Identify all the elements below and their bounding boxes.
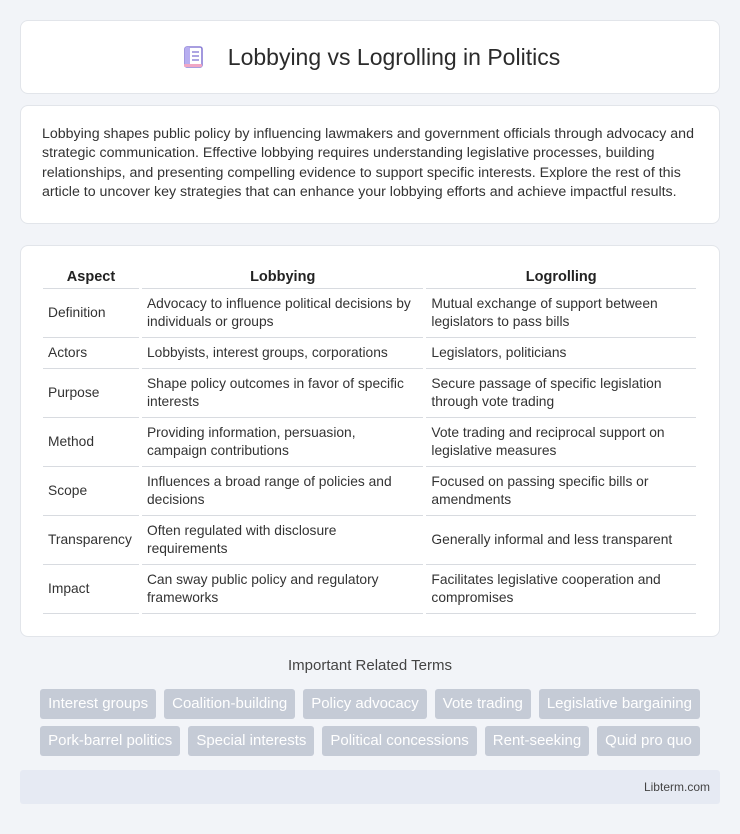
cell-lobbying: Advocacy to influence political decisions by individuals or groups	[142, 289, 423, 338]
cell-aspect: Impact	[43, 565, 139, 614]
table-row	[43, 289, 696, 338]
cell-logrolling: Vote trading and reciprocal support on legislative measures	[426, 418, 696, 467]
cell-logrolling: Facilitates legislative cooperation and compromises	[426, 565, 696, 614]
cell-logrolling: Legislators, politicians	[426, 338, 696, 369]
table-row	[43, 516, 696, 565]
tag-legislative-bargaining[interactable]: Legislative bargaining	[539, 689, 700, 719]
tag-rent-seeking[interactable]: Rent-seeking	[485, 726, 589, 756]
table-row	[43, 338, 696, 369]
footer	[20, 770, 720, 804]
page-title: Lobbying vs Logrolling in Politics	[227, 43, 561, 70]
tag-political-concessions[interactable]: Political concessions	[322, 726, 476, 756]
tag-quid-pro-quo[interactable]: Quid pro quo	[597, 726, 700, 756]
comparison-card	[20, 245, 720, 637]
header	[180, 44, 560, 71]
intro-card	[20, 105, 720, 224]
cell-logrolling: Mutual exchange of support between legislators to pass bills	[426, 289, 696, 338]
tag-pork-barrel-politics[interactable]: Pork-barrel politics	[40, 726, 180, 756]
comparison-table	[40, 267, 699, 614]
cell-lobbying: Influences a broad range of policies and decisions	[142, 467, 423, 516]
table-row	[43, 565, 696, 614]
header-card	[20, 20, 720, 94]
cell-lobbying: Often regulated with disclosure requirements	[142, 516, 423, 565]
cell-logrolling: Secure passage of specific legislation through vote trading	[426, 369, 696, 418]
table-row	[43, 369, 696, 418]
tag-coalition-building[interactable]: Coalition-building	[164, 689, 295, 719]
cell-lobbying: Shape policy outcomes in favor of specific interests	[142, 369, 423, 418]
related-terms-title: Important Related Terms	[288, 657, 452, 674]
intro-text: Lobbying shapes public policy by influencing lawmakers and government officials through advocacy and strategic communication. Effective lobbying requires understanding legislative processes, building relationships, and presenting compelling evidence to support specific interests. Explore the rest of this article to uncover key strategies that can enhance your lobbying efforts and achieve impactful results.	[42, 126, 694, 200]
tag-vote-trading[interactable]: Vote trading	[435, 689, 531, 719]
table-row	[43, 418, 696, 467]
tag-row	[20, 689, 720, 719]
cell-aspect: Purpose	[43, 369, 139, 418]
table-row	[43, 467, 696, 516]
cell-lobbying: Can sway public policy and regulatory frameworks	[142, 565, 423, 614]
cell-aspect: Scope	[43, 467, 139, 516]
cell-aspect: Definition	[43, 289, 139, 338]
tag-interest-groups[interactable]: Interest groups	[40, 689, 156, 719]
cell-logrolling: Focused on passing specific bills or amendments	[426, 467, 696, 516]
tag-row	[20, 726, 720, 756]
cell-lobbying: Providing information, persuasion, campaign contributions	[142, 418, 423, 467]
header-aspect: Aspect	[43, 267, 139, 289]
header-lobbying: Lobbying	[142, 267, 423, 289]
cell-aspect: Actors	[43, 338, 139, 369]
cell-logrolling: Generally informal and less transparent	[426, 516, 696, 565]
tag-special-interests[interactable]: Special interests	[188, 726, 314, 756]
cell-aspect: Transparency	[43, 516, 139, 565]
header-logrolling: Logrolling	[426, 267, 696, 289]
cell-lobbying: Lobbyists, interest groups, corporations	[142, 338, 423, 369]
related-terms	[20, 689, 720, 763]
table-header-row	[43, 267, 696, 289]
footer-site-link[interactable]: Libterm.com	[643, 780, 710, 794]
cell-aspect: Method	[43, 418, 139, 467]
tag-policy-advocacy[interactable]: Policy advocacy	[303, 689, 427, 719]
book-icon	[180, 44, 206, 70]
